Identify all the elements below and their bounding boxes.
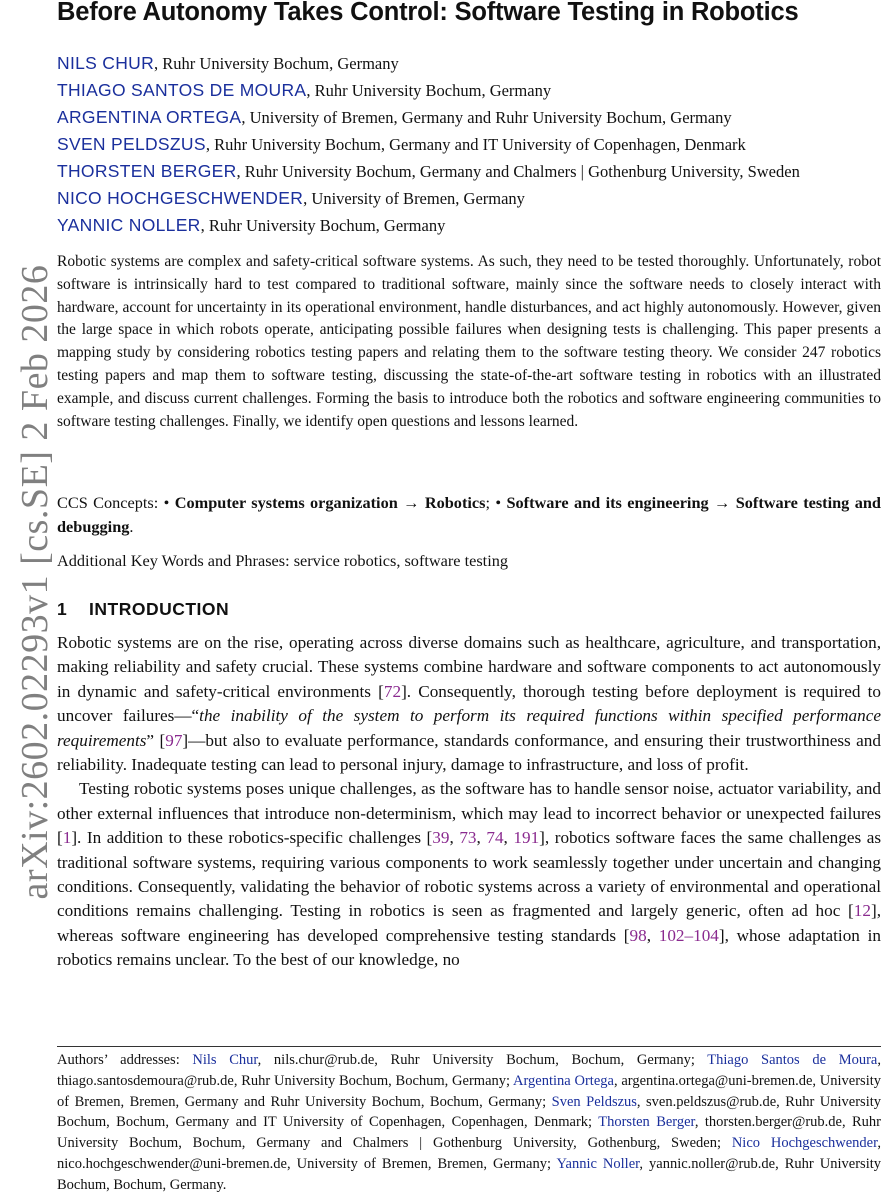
text-run: , sven.peldszus@rub.de, Ruhr University Bochum, Bochum, Germany and IT University of Copenhagen, Copenhagen, Denmark;	[57, 1093, 881, 1131]
author-line	[57, 158, 881, 185]
section-number: 1	[57, 599, 68, 619]
text-run: , yannic.noller@rub.de, Ruhr University Bochum, Bochum, Germany.	[57, 1155, 881, 1193]
author-list	[57, 50, 881, 239]
keywords: Additional Key Words and Phrases: service robotics, software testing	[57, 551, 509, 570]
text-run: , nils.chur@rub.de, Ruhr University Bochum, Bochum, Germany;	[257, 1052, 708, 1068]
author-line	[57, 212, 881, 239]
ccs-concept: Software and its engineering	[506, 493, 709, 512]
citation-link[interactable]: 73	[459, 828, 477, 848]
author-name[interactable]: THORSTEN BERGER	[57, 161, 237, 181]
text-run: ]. In addition to these robotics-specific challenges [	[71, 828, 433, 848]
section-heading	[57, 599, 229, 620]
citation-link[interactable]: 1	[62, 828, 72, 848]
author-name[interactable]: SVEN PELDSZUS	[57, 134, 206, 154]
citation-link[interactable]: 191	[513, 828, 540, 848]
ccs-concept: Software testing and debugging	[57, 493, 881, 536]
author-name[interactable]: YANNIC NOLLER	[57, 215, 201, 235]
text-run: , thorsten.berger@rub.de, Ruhr University Bochum, Bochum, Germany and Chalmers | Gothenburg University, Gothenburg, Sweden;	[57, 1114, 881, 1152]
text-run: ], whereas software engineering has developed comprehensive testing standards [	[57, 901, 881, 945]
ccs-concept: Computer systems organization	[174, 493, 398, 512]
text-run: , nico.hochgeschwender@uni-bremen.de, University of Bremen, Bremen, Germany;	[57, 1135, 881, 1172]
paragraph	[57, 777, 881, 972]
footnote-addresses	[57, 1050, 881, 1196]
text-run: ,	[503, 828, 514, 848]
text-run: , argentina.ortega@uni-bremen.de, University of Bremen, Bremen, Germany and Ruhr University Bochum, Bochum, Germany;	[57, 1072, 882, 1110]
author-name[interactable]: THIAGO SANTOS DE MOURA	[57, 80, 307, 100]
author-line	[57, 104, 881, 131]
author-name[interactable]: NILS CHUR	[57, 53, 155, 73]
author-link[interactable]: Argentina Ortega	[513, 1072, 614, 1089]
author-link[interactable]: Sven Peldszus	[551, 1093, 637, 1110]
text-run: Robotic systems are on the rise, operating across diverse domains such as healthcare, agriculture, and transportation, making reliability and safety crucial. These systems combine hardware and software components to act autonomously in dynamic and safety-critical environments [	[57, 633, 881, 701]
author-affiliation: , Ruhr University Bochum, Germany	[306, 81, 552, 100]
author-line	[57, 185, 881, 212]
text-run: ,	[476, 828, 487, 848]
author-link[interactable]: Thorsten Berger	[598, 1114, 695, 1131]
ccs-separator: ;	[485, 493, 490, 512]
author-line	[57, 77, 881, 104]
citation-link[interactable]: 74	[486, 828, 504, 848]
arxiv-stamp	[0, 0, 60, 1195]
citation-link[interactable]: 12	[853, 901, 871, 921]
footnote-rule	[57, 1046, 881, 1047]
author-affiliation: , University of Bremen, Germany and Ruhr University Bochum, Germany	[241, 108, 732, 127]
ccs-concepts	[57, 491, 881, 539]
author-name[interactable]: NICO HOCHGESCHWENDER	[57, 188, 304, 208]
citation-link[interactable]: 97	[165, 730, 183, 750]
ccs-period: .	[129, 517, 134, 536]
author-line	[57, 50, 881, 77]
paper-title: Before Autonomy Takes Control: Software Testing in Robotics	[57, 0, 799, 26]
author-line	[57, 131, 881, 158]
text-run: ]. Consequently, thorough testing before deployment is required to uncover failures—“	[57, 681, 882, 726]
author-link[interactable]: Nico Hochgeschwender	[731, 1135, 878, 1152]
ccs-concept: Robotics	[424, 493, 486, 512]
text-run: ]—but also to evaluate performance, standards conformance, and ensuring their trustworthiness and reliability. Inadequate testing can lead to personal injury, damage to infrastructure, and loss of profit.	[57, 730, 881, 775]
arxiv-stamp-text: arXiv:2602.02293v1 [cs.SE] 2 Feb 2026	[14, 264, 56, 900]
text-run: ], whose adaptation in robotics remains unclear. To the best of our knowledge, no	[57, 925, 881, 970]
ccs-bullet: •	[163, 493, 170, 512]
ccs-bullet: •	[495, 493, 502, 512]
author-affiliation: , Ruhr University Bochum, Germany	[154, 54, 399, 73]
author-link[interactable]: Thiago Santos de Moura	[707, 1052, 878, 1068]
citation-link[interactable]: 98	[629, 925, 647, 945]
author-affiliation: , Ruhr University Bochum, Germany and Chalmers | Gothenburg University, Sweden	[236, 162, 800, 181]
author-affiliation: , Ruhr University Bochum, Germany	[200, 216, 446, 235]
author-link[interactable]: Nils Chur	[192, 1052, 258, 1068]
author-affiliation: , Ruhr University Bochum, Germany and IT University of Copenhagen, Denmark	[205, 135, 746, 154]
text-run: , thiago.santosdemoura@rub.de, Ruhr University Bochum, Bochum, Germany;	[57, 1052, 881, 1089]
abstract: Robotic systems are complex and safety-critical software systems. As such, they need to be tested thoroughly. Unfortunately, robot software is intrinsically hard to test compared to traditional software, mainly since the software needs to closely interact with hardware, account for uncertainty in its operational environment, handle disturbances, and act highly autonomously. However, given the large space in which robots operate, anticipating possible failures when designing tests is challenging. This paper presents a mapping study by considering robotics testing papers and relating them to the software testing theory. We consider 247 robotics testing papers and map them to software testing, discussing the state-of-the-art software testing in robotics with an illustrated example, and discuss current challenges. Forming the basis to introduce both the robotics and software engineering communities to software testing challenges. Finally, we identify open questions and lessons learned.	[57, 253, 881, 430]
ccs-arrow: →	[714, 493, 731, 512]
text-run: ” [	[146, 730, 166, 750]
text-run: ,	[449, 828, 460, 848]
text-run: ,	[646, 925, 659, 945]
author-affiliation: , University of Bremen, Germany	[303, 189, 525, 208]
text-run: Authors’ addresses:	[57, 1052, 193, 1068]
author-link[interactable]: Yannic Noller	[556, 1155, 640, 1172]
ccs-arrow: →	[403, 493, 420, 512]
quote-text: the inability of the system to perform its required functions within specified performance requirements	[57, 706, 881, 750]
citation-link[interactable]: 72	[383, 681, 402, 701]
ccs-label: CCS Concepts:	[57, 493, 159, 512]
section-title: INTRODUCTION	[89, 599, 230, 619]
text-run: Testing robotic systems poses unique challenges, as the software has to handle sensor noise, actuator variability, and other external influences that introduce non-determinism, which may lead to incorrect behavior or unexpected failures [	[57, 779, 881, 848]
text-run: ], robotics software faces the same challenges as traditional software systems, requiring various components to work seamlessly together under uncertain and changing conditions. Consequently, validating the behavior of robotic systems across a variety of environmental and operational conditions remains challenging. Testing in robotics is seen as fragmented and largely generic, often ad hoc [	[57, 828, 882, 921]
paragraph	[57, 631, 881, 777]
introduction-body	[57, 631, 881, 973]
author-name[interactable]: ARGENTINA ORTEGA	[57, 107, 242, 127]
citation-link[interactable]: 102–104	[658, 925, 719, 945]
citation-link[interactable]: 39	[432, 828, 450, 848]
